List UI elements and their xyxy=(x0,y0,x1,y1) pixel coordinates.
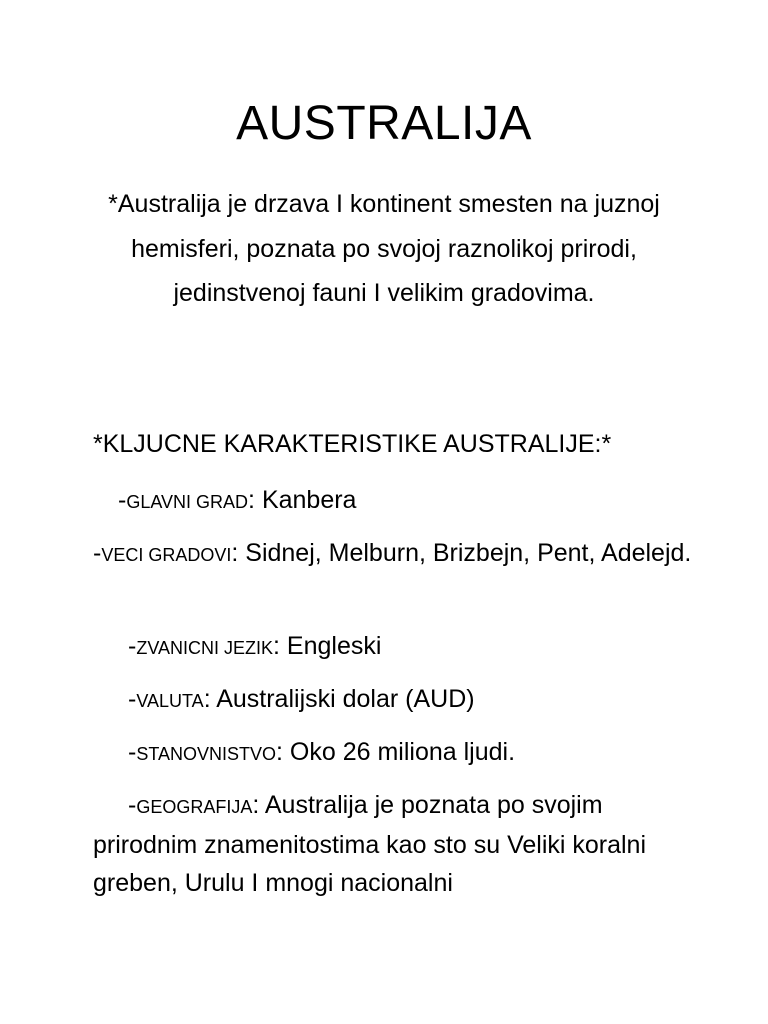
intro-text: *Australija je drzava I kontinent smesten na juznoj hemisferi, poznata po svojoj raznolikoj prirodi, jedinstvenoj fauni I velikim gradovima. xyxy=(108,190,660,307)
page-title: AUSTRALIJA xyxy=(236,97,532,150)
fact-label: VECI GRADOVI xyxy=(101,545,232,565)
fact-label: GLAVNI GRAD xyxy=(126,492,249,512)
fact-value: Oko 26 miliona ljudi. xyxy=(289,738,516,766)
fact-capital: -GLAVNI GRAD: Kanbera xyxy=(118,486,357,514)
intro-paragraph xyxy=(96,182,672,316)
fact-value: Australija je poznata po svojim prirodnim znamenitostima kao sto su Veliki koralni greben, Urulu I mnogi nacionalni xyxy=(93,791,647,897)
fact-label: VALUTA xyxy=(136,691,204,711)
fact-population: -STANOVNISTVO: Oko 26 miliona ljudi. xyxy=(128,738,516,766)
fact-language: -ZVANICNI JEZIK: Engleski xyxy=(128,632,382,660)
fact-value: Sidnej, Melburn, Brizbejn, Pent, Adelejd. xyxy=(245,539,692,567)
fact-currency: -VALUTA: Australijski dolar (AUD) xyxy=(128,685,475,713)
fact-label: GEOGRAFIJA xyxy=(136,797,253,817)
fact-geography: -GEOGRAFIJA: Australija je poznata po svojim prirodnim znamenitostima kao sto su Veliki koralni greben, Urulu I mnogi nacionalni xyxy=(93,791,647,897)
fact-label: ZVANICNI JEZIK xyxy=(136,638,274,658)
fact-value: Kanbera xyxy=(261,486,357,514)
fact-label: STANOVNISTVO xyxy=(136,744,277,764)
section-heading: *KLJUCNE KARAKTERISTIKE AUSTRALIJE:* xyxy=(93,430,612,458)
fact-cities: -VECI GRADOVI: Sidnej, Melburn, Brizbejn, Pent, Adelejd. xyxy=(93,539,692,567)
fact-value: Australijski dolar (AUD) xyxy=(216,685,475,713)
fact-value: Engleski xyxy=(286,632,382,660)
